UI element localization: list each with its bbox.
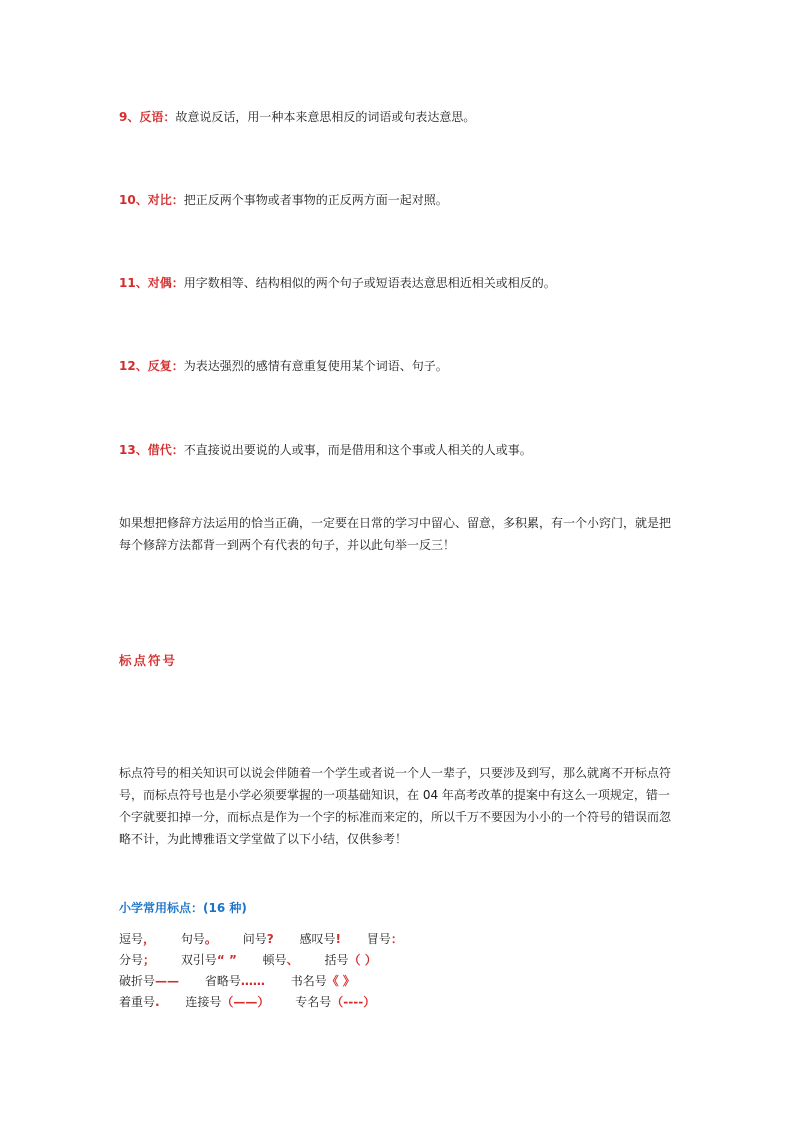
rhetoric-item-13 [119,441,532,459]
rhetoric-desc: 用字数相等、结构相似的两个句子或短语表达意思相近相关或相反的。 [183,276,556,290]
rhetoric-desc: 为表达强烈的感情有意重复使用某个词语、句子。 [183,359,448,373]
punct-item: 顿号、 [262,953,299,967]
punctuation-subheading: 小学常用标点：(16 种) [119,901,247,915]
punct-item: 句号。 [180,932,217,946]
rhetoric-item-12 [119,357,448,375]
punct-item: 问号? [242,932,274,946]
section-title: 标点符号 [119,653,178,668]
rhetoric-item-10 [119,191,448,209]
rhetoric-term: 10、对比： [119,193,184,207]
punct-item: 分号； [119,953,156,967]
punct-item: 双引号“ ” [180,953,237,967]
intro-paragraph: 标点符号的相关知识可以说会伴随着一个学生或者说一个人一辈子，只要涉及到写，那么就离不开标点符号，而标点符号也是小学必须要掌握的一项基础知识，在 04 年高考改革的提案中有这么一项规定，错一个字就要扣掉一分，而标点是作为一个字的标准而来定的，所以千万不要因为小小的一个符号的错误而忽略不计，为此博雅语文学堂做了以下小结，仅供参考！ [119,766,672,846]
punct-item: 连接号（——） [185,995,270,1009]
punct-item: 省略号…… [204,974,265,988]
punct-item: 专名号（----） [295,995,376,1009]
rhetoric-term: 9、反语： [119,110,176,124]
punct-item: 括号（ ） [324,953,377,967]
rhetoric-desc: 故意说反话，用一种本来意思相反的词语或句表达意思。 [175,110,476,124]
advice-paragraph: 如果想把修辞方法运用的恰当正确，一定要在日常的学习中留心、留意，多积累，有一个小窍门，就是把每个修辞方法都背一到两个有代表的句子，并以此句举一反三！ [119,516,672,552]
rhetoric-item-9 [119,108,475,126]
punct-row-2 [119,951,399,969]
punct-item: 着重号. [119,995,160,1009]
rhetoric-term: 13、借代： [119,443,184,457]
rhetoric-item-11 [119,274,556,292]
punct-row-1 [119,930,425,948]
punct-item: 感叹号! [299,932,342,946]
rhetoric-term: 12、反复： [119,359,184,373]
rhetoric-desc: 不直接说出要说的人或事，而是借用和这个事或人相关的人或事。 [183,443,532,457]
rhetoric-term: 11、对偶： [119,276,184,290]
punct-item: 破折号—— [119,974,180,988]
punct-item: 冒号： [366,932,403,946]
punct-item: 书名号《 》 [290,974,355,988]
punct-item: 逗号， [119,932,156,946]
punct-row-3 [119,972,377,990]
rhetoric-desc: 把正反两个事物或者事物的正反两方面一起对照。 [183,193,448,207]
punct-row-4 [119,993,397,1011]
